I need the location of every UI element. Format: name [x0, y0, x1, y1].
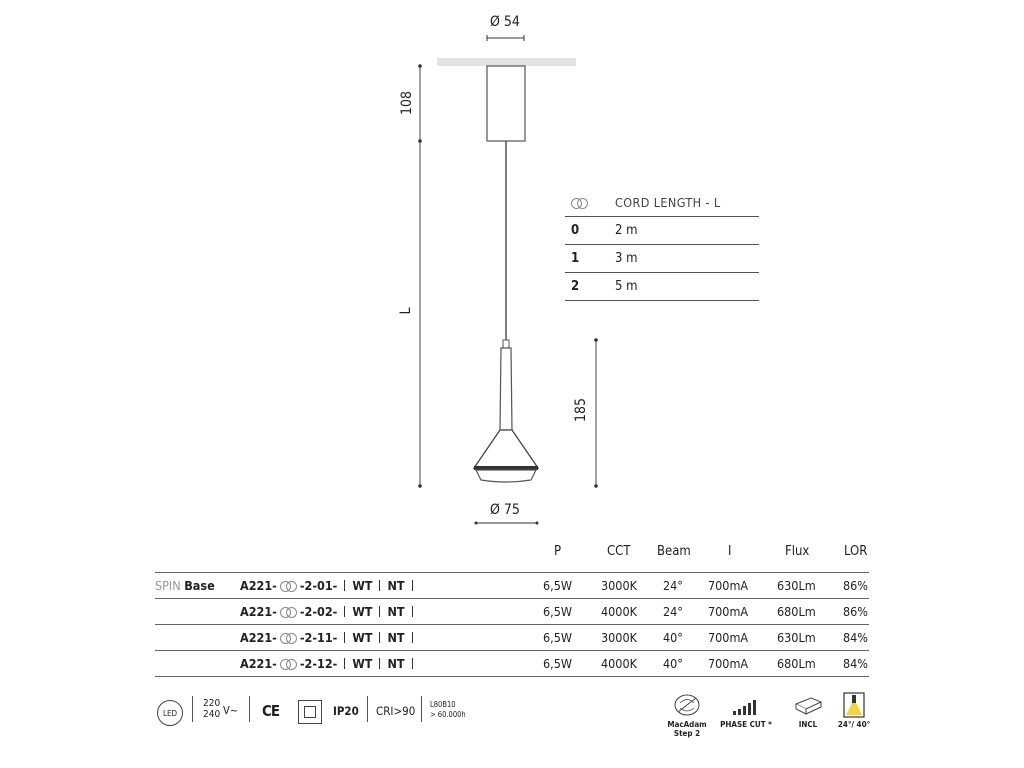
beam: 40° — [663, 630, 683, 645]
table-row — [155, 650, 869, 677]
product-code: A221- -2-12- WT NT — [240, 656, 420, 671]
col-i: I — [728, 544, 732, 559]
ip-rating: IP20 — [333, 704, 359, 718]
macadam-label: MacAdam Step 2 — [667, 720, 707, 738]
table-row — [155, 624, 869, 650]
top-diameter-label: Ø 54 — [490, 14, 520, 30]
flux: 680Lm — [777, 604, 816, 619]
stem — [500, 348, 512, 430]
product-code: A221- -2-11- WT NT — [240, 630, 420, 645]
voltage-info — [203, 698, 220, 720]
product-variant: Base — [184, 578, 215, 593]
col-lor: LOR — [844, 544, 868, 559]
shade-height-label: 185 — [573, 397, 589, 423]
rings-icon — [280, 659, 297, 669]
phase-cut-label: PHASE CUT * — [720, 720, 772, 729]
cct: 3000K — [601, 578, 637, 593]
phase-cut-dimmer-icon — [732, 700, 758, 716]
cord-table-title: CORD LENGTH - L — [615, 194, 721, 210]
power: 6,5W — [543, 630, 572, 645]
col-flux: Flux — [785, 544, 810, 559]
beam: 40° — [663, 656, 683, 671]
col-cct: CCT — [607, 544, 631, 559]
cord-code: 0 — [571, 223, 580, 238]
cord-length: 3 m — [615, 251, 638, 266]
ceiling-plate — [437, 58, 576, 66]
col-beam: Beam — [657, 544, 691, 559]
col-p: P — [554, 544, 562, 559]
lifetime-info — [430, 700, 466, 720]
rings-icon — [565, 195, 611, 210]
cord-length: 2 m — [615, 223, 638, 238]
cct: 4000K — [601, 604, 637, 619]
cord-table-row — [565, 245, 759, 273]
rings-icon — [280, 607, 297, 617]
current: 700mA — [708, 604, 749, 619]
beam-angles-label: 24°/ 40° — [837, 720, 871, 729]
product-name — [155, 578, 215, 593]
beam: 24° — [663, 578, 683, 593]
cord-table-header — [565, 188, 759, 217]
voltage-bottom: 240 — [203, 709, 221, 720]
shade — [474, 430, 538, 468]
lor: 86% — [843, 604, 868, 619]
cct: 3000K — [601, 630, 637, 645]
voltage-unit: V~ — [223, 704, 239, 717]
cord-length-table — [565, 188, 759, 301]
product-code: A221- -2-02- WT NT — [240, 604, 420, 619]
lor: 84% — [843, 630, 868, 645]
current: 700mA — [708, 630, 749, 645]
current: 700mA — [708, 578, 749, 593]
flux: 630Lm — [777, 630, 816, 645]
beam-angle-icon — [843, 692, 865, 718]
led-label: LED — [162, 708, 178, 718]
spec-header-row — [155, 540, 869, 572]
cord-length-label: L — [398, 307, 414, 315]
spec-table — [155, 540, 869, 677]
cord-table-row — [565, 273, 759, 301]
power: 6,5W — [543, 604, 572, 619]
lifetime-top: L80B10 — [430, 700, 456, 709]
canopy-height-label: 108 — [399, 90, 415, 116]
shade-diameter-label: Ø 75 — [490, 502, 520, 518]
cord-code: 1 — [571, 251, 580, 266]
flux: 680Lm — [777, 656, 816, 671]
macadam-icon — [672, 692, 702, 720]
cord-code: 2 — [571, 279, 580, 294]
canopy — [487, 66, 525, 141]
led-icon — [157, 700, 183, 726]
current: 700mA — [708, 656, 749, 671]
cct: 4000K — [601, 656, 637, 671]
lor: 86% — [843, 578, 868, 593]
lifetime-bottom: > 60.000h — [430, 710, 466, 719]
rings-icon — [280, 633, 297, 643]
power: 6,5W — [543, 656, 572, 671]
voltage-top: 220 — [203, 698, 221, 709]
flux: 630Lm — [777, 578, 816, 593]
power: 6,5W — [543, 578, 572, 593]
rings-icon — [280, 581, 297, 591]
product-code: A221- -2-01- WT NT — [240, 578, 420, 593]
incl-label: INCL — [798, 720, 818, 729]
cri-rating: CRI>90 — [376, 704, 416, 718]
class-ii-icon — [298, 700, 322, 724]
driver-included-icon — [793, 696, 823, 716]
lor: 84% — [843, 656, 868, 671]
table-row — [155, 572, 869, 598]
ce-mark-icon: CE — [262, 702, 280, 720]
cord-length: 5 m — [615, 279, 638, 294]
product-family: SPIN — [155, 578, 181, 593]
cord-table-row — [565, 217, 759, 245]
table-row — [155, 598, 869, 624]
beam: 24° — [663, 604, 683, 619]
